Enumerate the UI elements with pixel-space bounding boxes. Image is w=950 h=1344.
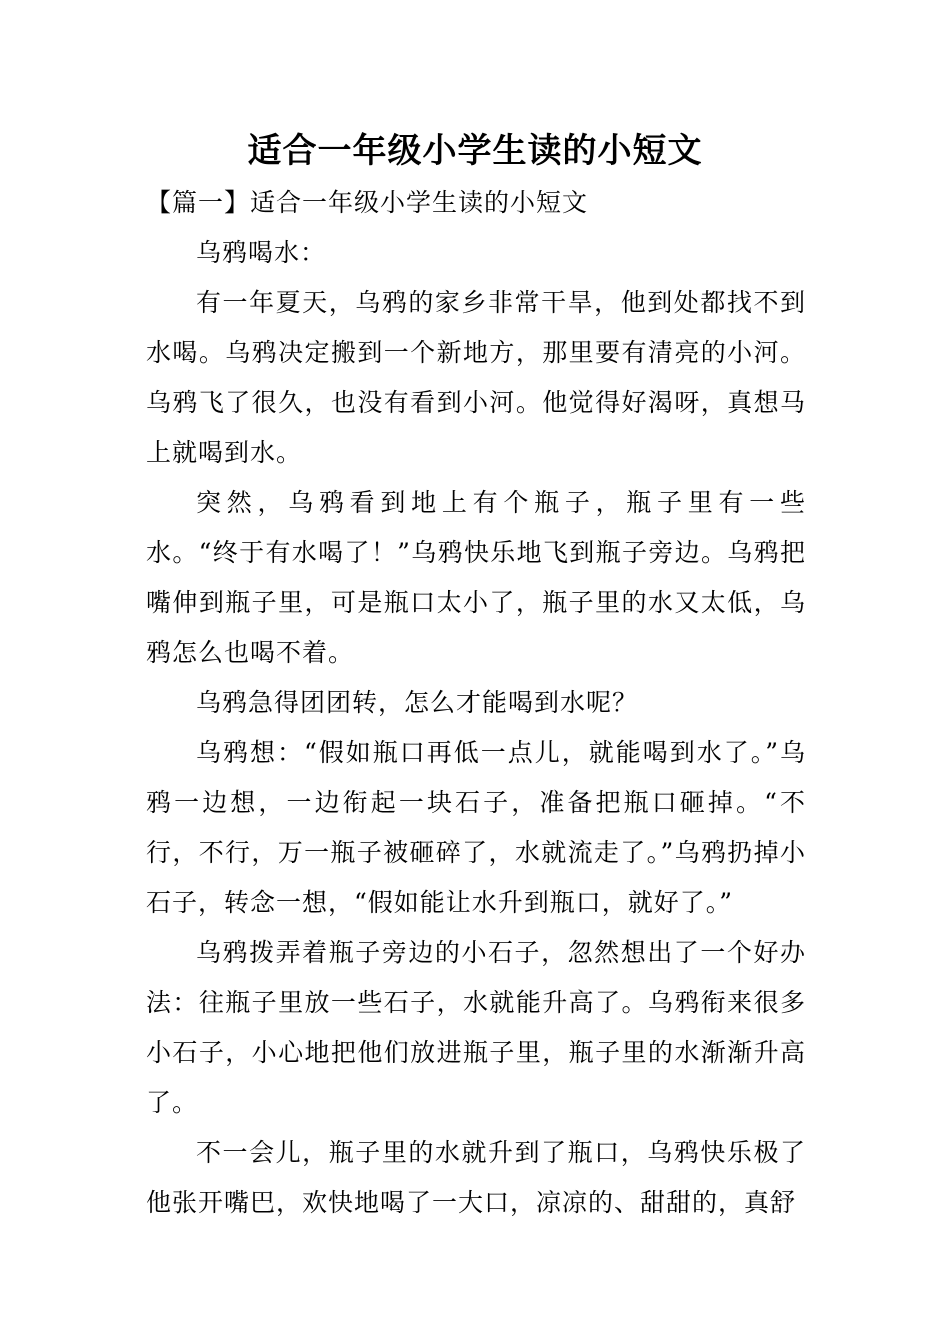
paragraph: 有一年夏天，乌鸦的家乡非常干旱，他到处都找不到水喝。乌鸦决定搬到一个新地方，那里要有清亮的小河。乌鸦飞了很久，也没有看到小河。他觉得好渴呀，真想马上就喝到水。 xyxy=(146,288,806,467)
paragraph: 乌鸦想：“假如瓶口再低一点儿，就能喝到水了。”乌鸦一边想，一边衔起一块石子，准备把瓶口砸掉。“不行，不行，万一瓶子被砸碎了，水就流走了。”乌鸦扔掉小石子，转念一想，“假如能让水升到瓶口，就好了。” xyxy=(146,738,806,917)
paragraph: 不一会儿，瓶子里的水就升到了瓶口，乌鸦快乐极了他张开嘴巴，欢快地喝了一大口，凉凉的、甜甜的，真舒 xyxy=(146,1138,806,1217)
paragraph: 乌鸦急得团团转，怎么才能喝到水呢？ xyxy=(196,688,639,717)
section-heading: 【篇一】适合一年级小学生读的小短文 xyxy=(146,188,589,217)
page-title: 适合一年级小学生读的小短文 xyxy=(247,131,703,171)
paragraph: 乌鸦拨弄着瓶子旁边的小石子，忽然想出了一个好办法：往瓶子里放一些石子，水就能升高了。乌鸦衔来很多小石子，小心地把他们放进瓶子里，瓶子里的水渐渐升高了。 xyxy=(146,938,806,1117)
story-title: 乌鸦喝水： xyxy=(196,238,327,267)
paragraph: 突然，乌鸦看到地上有个瓶子，瓶子里有一些水。“终于有水喝了！”乌鸦快乐地飞到瓶子旁边。乌鸦把嘴伸到瓶子里，可是瓶口太小了，瓶子里的水又太低，乌鸦怎么也喝不着。 xyxy=(146,488,806,667)
article-body xyxy=(146,178,806,1228)
